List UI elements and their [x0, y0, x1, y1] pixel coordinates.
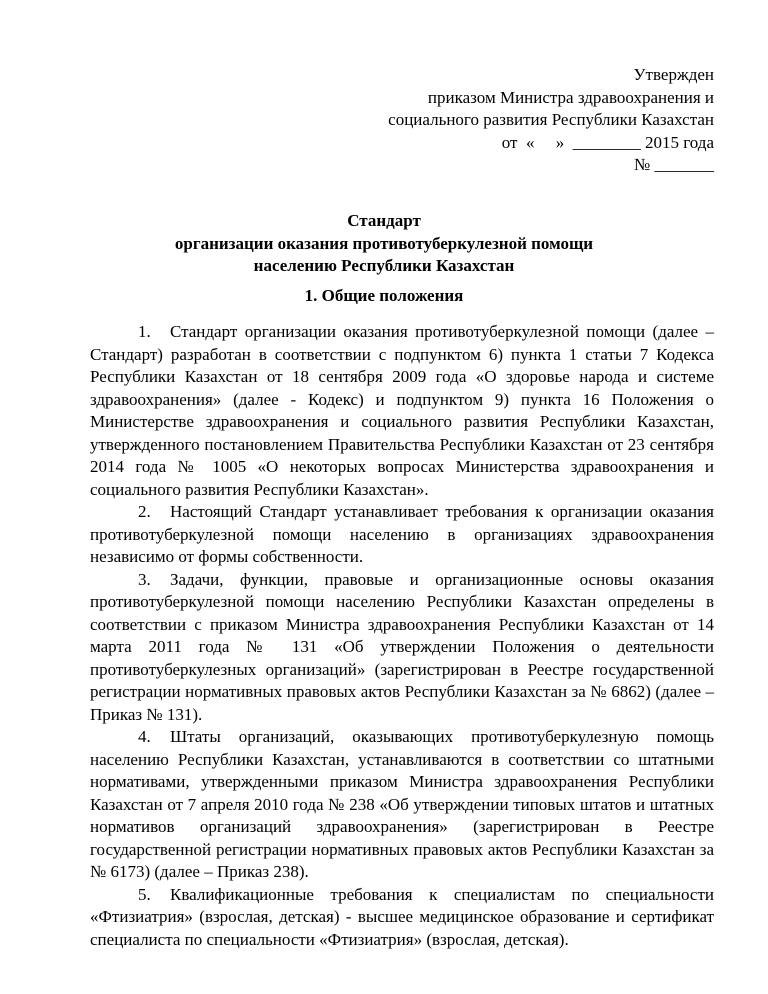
paragraph: [90, 501, 714, 569]
title-line: населению Республики Казахстан: [253, 256, 515, 275]
paragraph-text: Штаты организаций, оказывающих противотуберкулезную помощь населению Республики Казахстан, устанавливаются в соответствии со штатными нормативами, утвержденными приказом Министра здравоохранения Республики Казахстан от 7 апреля 2010 года № 238 «Об утверждении типовых штатов и штатных нормативов организаций здравоохранения» (зарегистрирован в Реестре государственной регистрации нормативных правовых актов Республики Казахстан за № 6173) (далее – Приказ 238).: [90, 727, 714, 881]
title-line: организации оказания противотуберкулезной помощи: [174, 233, 594, 253]
paragraph-number: 5.: [138, 884, 151, 904]
section-heading-text: 1. Общие положения: [304, 286, 464, 305]
paragraph: [90, 884, 714, 952]
paragraph: [90, 569, 714, 727]
section-heading: [0, 285, 768, 308]
paragraph: [90, 321, 714, 501]
approval-line: № _______: [634, 155, 714, 174]
paragraph-text: Квалификационные требования к специалистам по специальности «Фтизиатрия» (взрослая, детская) - высшее медицинское образование и сертификат специалиста по специальности «Фтизиатрия» (взрослая, детская).: [90, 884, 714, 949]
approval-line: социального развития Республики Казахстан: [388, 110, 714, 129]
approval-stamp: [388, 64, 714, 177]
approval-line: от « » ________ 2015 года: [501, 132, 714, 152]
approval-line: Утвержден: [633, 65, 714, 84]
paragraph-text: Задачи, функции, правовые и организационные основы оказания противотуберкулезной помощи населению Республики Казахстан определены в соответствии с приказом Министра здравоохранения Республики Казахстан от 14 марта 2011 года № 131 «Об утверждении Положения о деятельности противотуберкулезных организаций» (зарегистрирован в Реестре государственной регистрации нормативных правовых актов Республики Казахстан за № 6862) (далее – Приказ № 131).: [90, 569, 714, 724]
document-title: [0, 210, 768, 278]
paragraph-number: 2.: [138, 502, 151, 521]
approval-line: приказом Министра здравоохранения и: [427, 87, 714, 107]
paragraph-text: Настоящий Стандарт устанавливает требования к организации оказания противотуберкулезной помощи населению в организациях здравоохранения независимо от формы собственности.: [90, 502, 714, 566]
paragraph-number: 4.: [138, 727, 151, 746]
paragraph: [90, 726, 714, 884]
paragraph-number: 1.: [138, 322, 151, 341]
paragraph-number: 3.: [138, 569, 151, 589]
section-body: [90, 321, 714, 951]
title-line: Стандарт: [347, 211, 421, 230]
paragraph-text: Стандарт организации оказания противотуберкулезной помощи (далее – Стандарт) разработан в соответствии с подпунктом 6) пункта 1 статьи 7 Кодекса Республики Казахстан от 18 сентября 2009 года «О здоровье народа и системе здравоохранения» (далее - Кодекс) и подпунктом 9) пункта 16 Положения о Министерстве здравоохранения и социального развития Республики Казахстан, утвержденного постановлением Правительства Республики Казахстан от 23 сентября 2014 года № 1005 «О некоторых вопросах Министерства здравоохранения и социального развития Республики Казахстан».: [90, 322, 714, 499]
